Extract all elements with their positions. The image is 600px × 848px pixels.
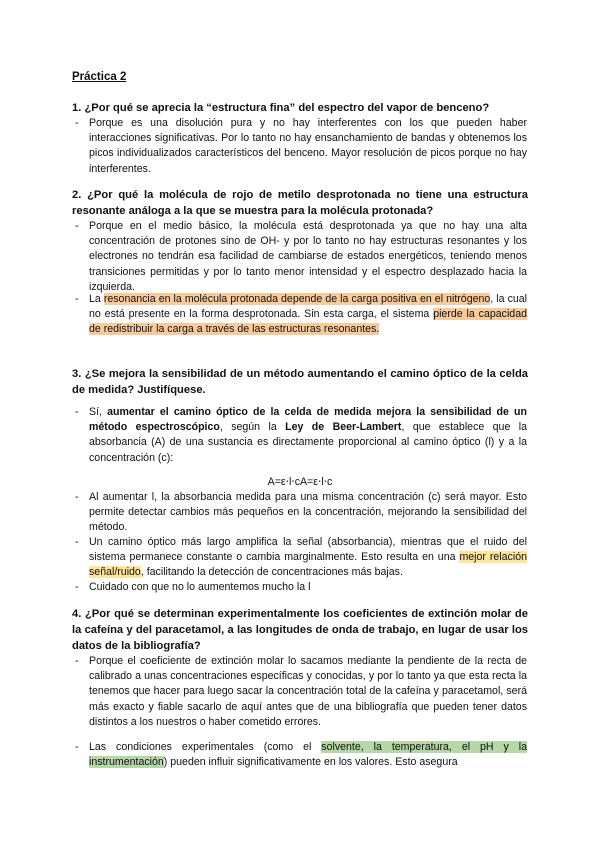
- q4-b2-highlight: solvente, la temperatura, el pH y la instrumentación: [89, 741, 527, 769]
- q3-b3-text-a: Un camino óptico más largo amplifica la señal (absorbancia), mientras que el ruido del sistema permanece constante o cambia marginalmente. Esto resulta en una: [89, 536, 527, 564]
- q3-bullet-4: - Cuidado con que no lo aumentemos mucho la l: [89, 580, 527, 595]
- q3-b3-text-b: , facilitando la detección de concentraciones más bajas.: [140, 566, 403, 579]
- q4-b2-text-b: ) pueden influir significativamente en los valores. Esto asegura: [163, 756, 458, 769]
- question-4: 4. ¿Por qué se determinan experimentalmente los coeficientes de extinción molar de la cafeína y del paracetamol, a las longitudes de onda de trabajo, en lugar de usar los datos de la bibliografía?: [72, 608, 528, 652]
- q3-b1-bold-1: aumentar el camino óptico de la celda de medida mejora la sensibilidad de un método espectroscópico: [89, 406, 527, 434]
- q4-b2-text-a: Las condiciones experimentales (como el: [89, 741, 322, 753]
- q3-bullet-2: - Al aumentar l, la absorbancia medida para una misma concentración (c) será mayor. Esto permite detectar cambios más pequeños en la concentración, mejorando la sensibilidad del método.: [89, 490, 527, 536]
- q4-bullet-1: - Porque el coeficiente de extinción molar lo sacamos mediante la pendiente de la recta de calibrado a unas concentraciones específicas y conocidas, y por lo tanto ya que esta recta la tenemos que hacer para luego sacar la concentración total de la cafeína y paracetamol, será más exacto y fiable sacarlo de aquí antes que de una bibliografía que pueden tener datos distintos a los nuestros o haber cometido errores.: [89, 654, 527, 730]
- q3-bullet-1: [89, 405, 527, 466]
- q2-bullet-2: [89, 292, 527, 338]
- q3-b3-highlight: mejor relación señal/ruido: [89, 551, 527, 579]
- question-3: 3. ¿Se mejora la sensibilidad de un método aumentando el camino óptico de la celda de medida? Justifíquese.: [72, 368, 528, 396]
- question-2: 2. ¿Por qué la molécula de rojo de metilo desprotonada no tiene una estructura resonante análoga a la que se muestra para la molécula protonada?: [72, 189, 528, 217]
- q3-b1-text-a: Sí,: [89, 406, 108, 418]
- q2-b2-text-a: La: [89, 293, 104, 305]
- q3-b1-bold-2: Ley de Beer-Lambert: [285, 421, 402, 434]
- q4-bullet-2: [89, 740, 527, 770]
- page-title: Práctica 2: [72, 71, 127, 83]
- question-1: 1. ¿Por qué se aprecia la “estructura fina” del espectro del vapor de benceno?: [72, 102, 490, 114]
- q1-bullet-1: - Porque es una disolución pura y no hay interferentes con los que pueden haber interacciones significativas. Por lo tanto no hay ensanchamiento de bandas y obtenemos los picos individualizados característicos del benceno. Mayor resolución de picos porque no hay interferentes.: [89, 116, 527, 177]
- q3-bullet-3: [89, 535, 527, 581]
- beer-lambert-formula: A=ε⋅l⋅cA=ε⋅l⋅c: [267, 476, 333, 488]
- q2-b2-highlight-2: pierde la capacidad de redistribuir la carga a través de las estructuras resonantes.: [89, 308, 527, 336]
- q2-b2-text-b: , la cual no está presente en la forma desprotonada. Sin esta carga, el sistema: [89, 293, 527, 321]
- q2-bullet-1: - Porque en el medio básico, la molécula está desprotonada ya que no hay una alta concentración de protones sino de OH- y por lo tanto no hay estructuras resonantes y los electrones no tendrán esa facilidad de cambiarse de estados energéticos, teniendo menos transiciones permitidas y por lo tanto menor intensidad y el espectro desplazado hacia la izquierda.: [89, 219, 527, 295]
- q3-b1-text-b: , según la: [219, 421, 286, 434]
- q3-b1-text-c: , que establece que la absorbancia (A) de una sustancia es directamente proporcional al camino óptico (l) y a la concentración (c):: [89, 421, 527, 464]
- q2-b2-highlight-1: resonancia en la molécula protonada depende de la carga positiva en el nitrógeno: [103, 293, 491, 305]
